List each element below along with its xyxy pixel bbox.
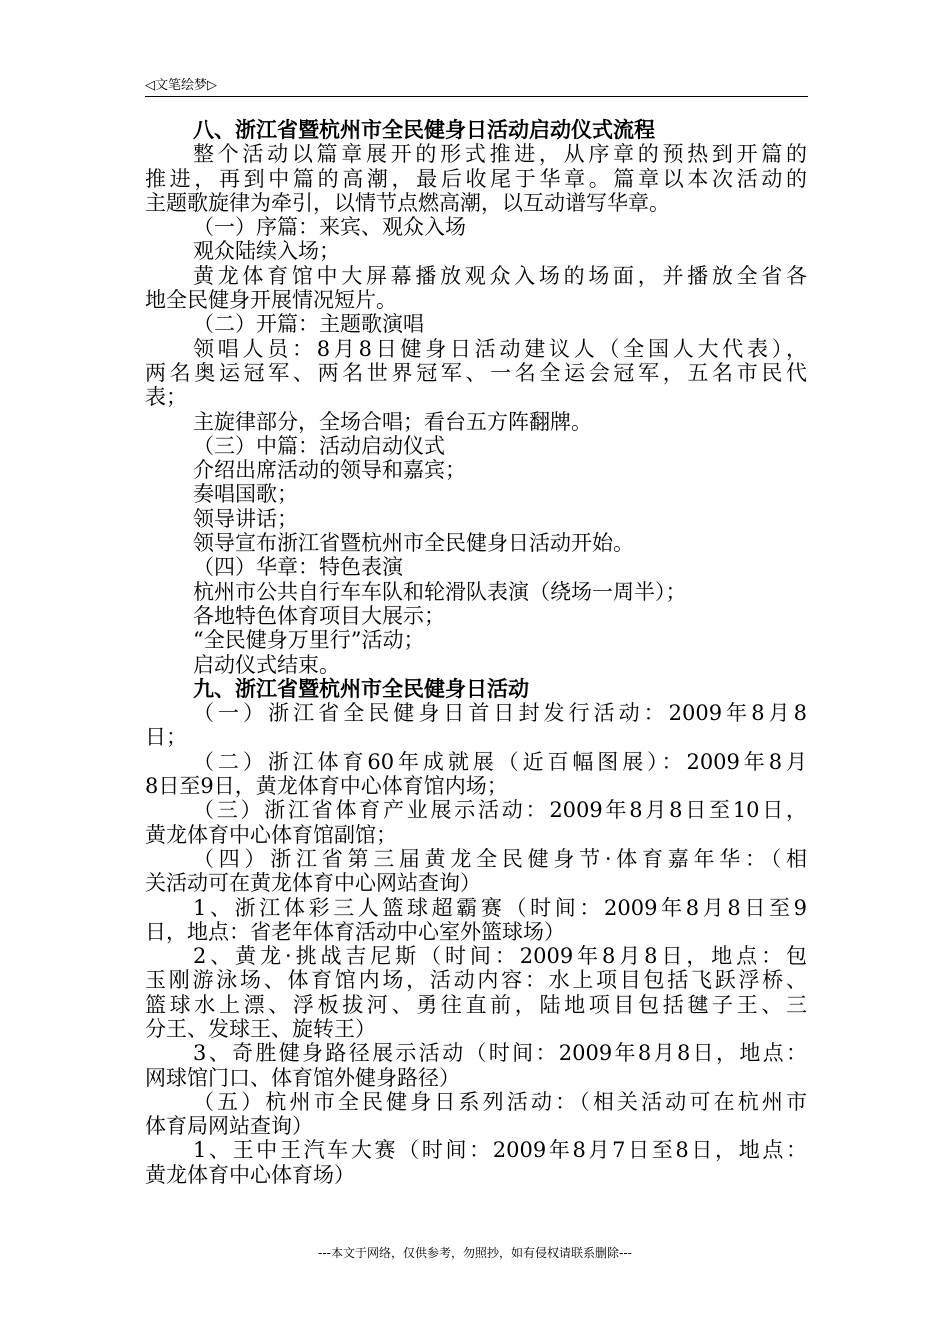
- text-line: 黄龙体育中心体育场）: [145, 1162, 355, 1187]
- text-line: 领导讲话；: [193, 506, 298, 531]
- text-line: 8日至9日，黄龙体育中心体育馆内场；: [145, 774, 508, 799]
- text-line: 领唱人员：8月8日健身日活动建议人（全国人大代表），: [193, 336, 807, 361]
- text-line: 各地特色体育项目大展示；: [193, 603, 445, 628]
- page-header: ◁文笔绘梦▷: [145, 78, 217, 93]
- header-rule: [145, 96, 808, 97]
- text-line: 日；: [145, 725, 187, 750]
- text-line: 观众陆续入场；: [193, 239, 340, 264]
- text-line: 玉刚游泳场、体育馆内场，活动内容：水上项目包括飞跃浮桥、: [145, 968, 807, 993]
- text-line: 日，地点：省老年体育活动中心室外篮球场）: [145, 919, 565, 944]
- text-line: 黄龙体育馆中大屏幕播放观众入场的场面，并播放全省各: [193, 263, 807, 288]
- document-body: [145, 118, 807, 1187]
- text-line: 1、王中王汽车大赛（时间：2009年8月7日至8日，地点：: [193, 1138, 807, 1163]
- text-line: 介绍出席活动的领导和嘉宾；: [193, 458, 466, 483]
- text-line: 黄龙体育中心体育馆副馆；: [145, 822, 397, 847]
- text-line: “全民健身万里行”活动；: [193, 628, 425, 653]
- text-line: 分王、发球王、旋转王）: [145, 1016, 376, 1041]
- text-line: 两名奥运冠军、两名世界冠军、一名全运会冠军，五名市民代: [145, 360, 807, 385]
- text-line: （五）杭州市全民健身日系列活动：（相关活动可在杭州市: [193, 1089, 807, 1114]
- text-line: （二）开篇：主题歌演唱: [193, 312, 424, 337]
- text-line: 启动仪式结束。: [193, 652, 340, 677]
- text-line: （三）浙江省体育产业展示活动：2009年8月8日至10日，: [193, 798, 807, 823]
- text-line: 网球馆门口、体育馆外健身路径）: [145, 1065, 460, 1090]
- text-line: （一）浙江省全民健身日首日封发行活动：2009年8月8: [193, 701, 807, 726]
- text-line: 地全民健身开展情况短片。: [145, 288, 397, 313]
- section-heading: 九、浙江省暨杭州市全民健身日活动: [193, 676, 529, 701]
- page-footer: ---本文于网络，仅供参考，勿照抄，如有侵权请联系删除---: [318, 1246, 632, 1260]
- text-line: 推进，再到中篇的高潮，最后收尾于华章。篇章以本次活动的: [145, 166, 807, 191]
- text-line: （四）浙江省第三届黄龙全民健身节·体育嘉年华：（相: [193, 846, 807, 871]
- text-line: （二）浙江体育60年成就展（近百幅图展）：2009年8月: [193, 749, 807, 774]
- text-line: 整个活动以篇章展开的形式推进，从序章的预热到开篇的: [193, 142, 807, 167]
- text-line: 主旋律部分，全场合唱；看台五方阵翻牌。: [193, 409, 592, 434]
- text-line: 1、浙江体彩三人篮球超霸赛（时间：2009年8月8日至9: [193, 895, 807, 920]
- text-line: 篮球水上漂、浮板拔河、勇往直前，陆地项目包括毽子王、三: [145, 992, 807, 1017]
- text-line: 体育局网站查询）: [145, 1114, 313, 1139]
- text-line: （三）中篇：活动启动仪式: [193, 433, 445, 458]
- text-line: 杭州市公共自行车车队和轮滑队表演（绕场一周半）；: [193, 579, 687, 604]
- text-line: 表；: [145, 385, 187, 410]
- text-line: 主题歌旋律为牵引，以情节点燃高潮，以互动谱写华章。: [145, 190, 670, 215]
- text-line: 3、奇胜健身路径展示活动（时间：2009年8月8日，地点：: [193, 1041, 807, 1066]
- section-heading: 八、浙江省暨杭州市全民健身日活动启动仪式流程: [193, 118, 655, 142]
- text-line: 关活动可在黄龙体育中心网站查询）: [145, 871, 481, 896]
- text-line: 2、黄龙·挑战吉尼斯（时间：2009年8月8日，地点：包: [193, 944, 807, 969]
- text-line: 领导宣布浙江省暨杭州市全民健身日活动开始。: [193, 531, 634, 556]
- text-line: 奏唱国歌；: [193, 482, 298, 507]
- text-line: （一）序篇：来宾、观众入场: [193, 215, 466, 240]
- text-line: （四）华章：特色表演: [193, 555, 403, 580]
